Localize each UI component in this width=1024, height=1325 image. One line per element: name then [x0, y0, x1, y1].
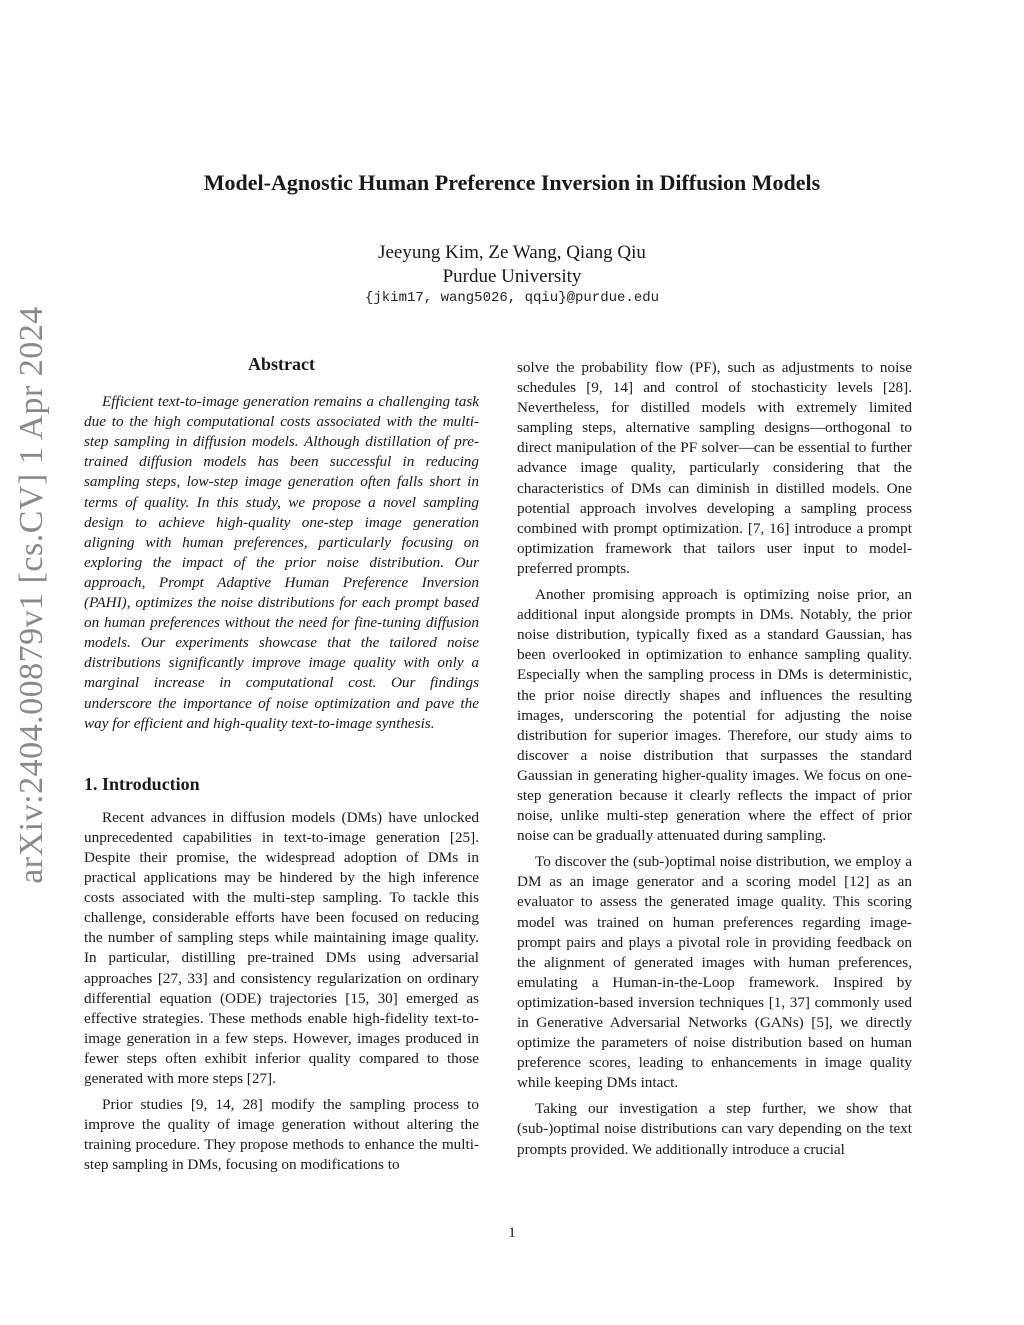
page-number: 1: [508, 1225, 516, 1241]
abstract-text: Efficient text-to-image generation remains a challenging task due to the high computational costs associated with the multi-step sampling in diffusion models. Although distillation of pre-trained diffusion models has been successful in reducing sampling steps, low-step image generation often falls short in terms of quality. In this study, we propose a novel sampling design to achieve high-quality one-step image generation aligning with human preferences, particularly focusing on exploring the impact of the prior noise distribution. Our approach, Prompt Adaptive Human Preference Inversion (PAHI), optimizes the noise distributions for each prompt based on human preferences without the need for fine-tuning diffusion models. Our experiments showcase that the tailored noise distributions significantly improve image quality with only a marginal increase in computational cost. Our findings underscore the importance of noise optimization and pave the way for efficient and high-quality text-to-image synthesis.: [84, 393, 479, 732]
author-emails: {jkim17, wang5026, qqiu}@purdue.edu: [364, 290, 660, 306]
affiliation: Purdue University: [442, 266, 582, 287]
intro-paragraph-2: Prior studies [9, 14, 28] modify the sampling process to improve the quality of image generation without altering the training procedure. They propose methods to enhance the multi-step sampling in DMs, focusing on modifications to: [84, 1096, 479, 1174]
author-names: Jeeyung Kim, Ze Wang, Qiang Qiu: [378, 242, 646, 263]
abstract-heading: Abstract: [248, 354, 315, 374]
intro-paragraph-3: solve the probability flow (PF), such as adjustments to noise schedules [9, 14] and control of stochasticity levels [28]. Nevertheless, for distilled models with extremely limited sampling steps, alternative sampling designs—orthogonal to direct manipulation of the PF solver—can be essential to further advance image quality, particularly considering that the characteristics of DMs can diminish in distilled models. One potential approach involves developing a sampling process combined with prompt optimization. [7, 16] introduce a prompt optimization framework that tailors user input to model-preferred prompts.: [517, 359, 912, 577]
intro-paragraph-5: To discover the (sub-)optimal noise distribution, we employ a DM as an image generator and a scoring model [12] as an evaluator to assess the generated image quality. This scoring model was trained on human preferences regarding image-prompt pairs and plays a pivotal role in providing feedback on the alignment of generated images with human preferences, emulating a Human-in-the-Loop framework. Inspired by optimization-based inversion techniques [1, 37] commonly used in Generative Adversarial Networks (GANs) [5], we directly optimize the parameters of noise distribution based on human preference scores, leading to enhancements in image quality while keeping DMs intact.: [517, 853, 912, 1092]
arxiv-sidebar: [4, 260, 60, 930]
right-column: [517, 358, 912, 1160]
paper-title: Model-Agnostic Human Preference Inversion in Diffusion Models: [203, 170, 821, 195]
left-column: [84, 354, 479, 1175]
intro-paragraph-1: Recent advances in diffusion models (DMs) have unlocked unprecedented capabilities in text-to-image generation [25]. Despite their promise, the widespread adoption of DMs in practical applications may be hindered by the high inference costs associated with the multi-step sampling. To tackle this challenge, considerable efforts have been focused on reducing the number of sampling steps while maintaining image quality. In particular, distilling pre-trained DMs using adversarial approaches [27, 33] and consistency regularization on ordinary differential equation (ODE) trajectories [15, 30] emerged as effective strategies. These methods enable high-fidelity text-to-image generation in a few steps. However, images produced in fewer steps often exhibit inferior quality compared to those generated with more steps [27].: [84, 808, 479, 1087]
arxiv-identifier: arXiv:2404.00879v1 [cs.CV] 1 Apr 2024: [13, 306, 50, 884]
section-heading-introduction: 1. Introduction: [84, 773, 200, 794]
author-block: [0, 241, 1024, 289]
intro-paragraph-4: Another promising approach is optimizing noise prior, an additional input alongside prompts in DMs. Notably, the prior noise distribution, typically fixed as a standard Gaussian, has been overlooked in optimization to enhance sampling quality. Especially when the sampling process in DMs is deterministic, the prior noise directly shapes and influences the resulting images, underscoring the potential for adjusting the noise distribution for superior images. Therefore, our study aims to discover a noise distribution that surpasses the standard Gaussian in generating higher-quality images. We focus on one-step generation because it clearly reflects the impact of prior noise, unlike multi-step generation where the effect of prior noise can be gradually attenuated during sampling.: [517, 586, 912, 845]
intro-paragraph-6: Taking our investigation a step further, we show that (sub-)optimal noise distributions can vary depending on the text prompts provided. We additionally introduce a crucial: [517, 1100, 912, 1158]
